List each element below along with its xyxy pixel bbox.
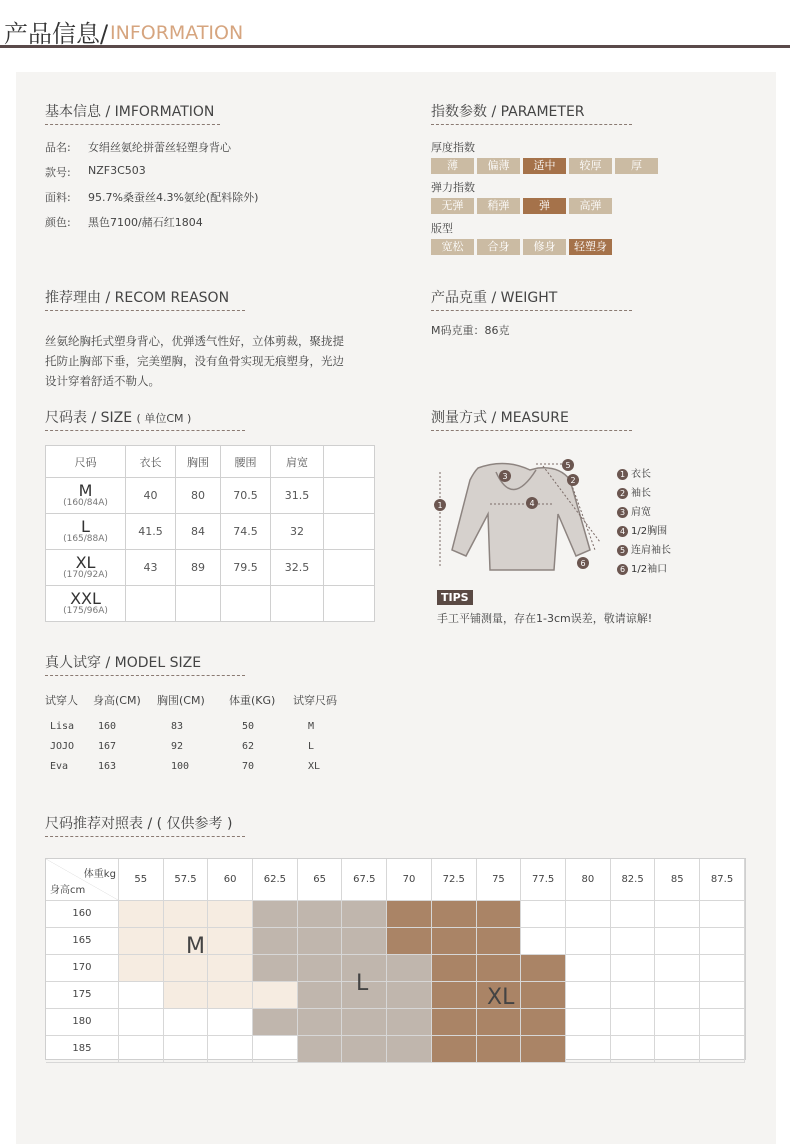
measure-legend-item [617,465,651,480]
recommend-cell [208,981,253,1008]
recommend-header-row [46,859,745,900]
svg-text:6: 6 [580,559,586,568]
basic-value: 黑色7100/赭石红1804 [88,216,203,229]
divider [45,124,220,125]
model-cell: M [308,721,315,732]
recommend-cell [655,900,700,927]
size-row [46,478,375,514]
reason-line: 设计穿着舒适不勒人。 [45,374,160,388]
size-sub: (165/88A) [63,534,108,544]
param-tag: 宽松 [431,239,474,255]
recommend-cell [566,900,611,927]
recommend-cell [118,954,163,981]
height-header: 170 [46,954,118,981]
size-code: XXL [70,589,101,608]
model-cell: Lisa [50,721,75,732]
size-sub: (175/96A) [63,606,108,616]
weight-header: 57.5 [163,859,208,900]
recommend-cell [208,954,253,981]
model-cell: JOJO [50,741,75,752]
recommend-cell [700,1008,745,1035]
height-header: 180 [46,1008,118,1035]
size-unit: ( 单位CM ) [136,412,192,425]
param-tag: 薄 [431,158,474,174]
tips-text: 手工平铺测量，存在1-3cm误差，敬请谅解! [437,612,653,625]
size-code: XL [75,553,96,572]
legend-number: 5 [617,545,628,556]
height-header: 165 [46,927,118,954]
recommend-cell [610,927,655,954]
recommend-cell [163,981,208,1008]
recommend-cell [655,954,700,981]
size-header: 腰围 [221,446,271,478]
weight-header: 72.5 [431,859,476,900]
recommend-cell [342,1035,387,1062]
recommend-cell [566,1035,611,1062]
size-code: L [81,517,90,536]
recommend-cell [118,900,163,927]
recommend-cell [655,981,700,1008]
recommend-cell [253,927,298,954]
recommend-grid [46,859,745,1063]
size-header [324,446,375,478]
model-header: 胸围(CM) [157,694,205,707]
model-cell: 100 [171,761,190,772]
size-value [324,478,375,514]
measure-legend-item [617,484,651,499]
measure-legend-item [617,560,667,575]
svg-text:2: 2 [570,476,576,485]
size-value [324,550,375,586]
size-row [46,550,375,586]
recommend-cell [431,954,476,981]
weight-header: 80 [566,859,611,900]
recommend-cell [476,900,521,927]
recommend-cell [431,981,476,1008]
recommend-cell [163,1035,208,1062]
size-heading-text: 尺码表 / SIZE [45,410,133,426]
svg-text:3: 3 [502,472,508,481]
weight-header: 67.5 [342,859,387,900]
recommend-cell [387,1008,432,1035]
recommend-cell [118,1008,163,1035]
reason-line: 丝氨纶胸托式塑身背心，优弹透气性好，立体剪裁，聚拢提 [45,334,344,348]
legend-text: 衣长 [631,469,651,480]
recommend-cell [655,1035,700,1062]
recommend-cell [431,927,476,954]
size-cell [46,478,126,514]
model-cell: 160 [98,721,117,732]
size-code: M [78,481,93,500]
recommend-cell [118,927,163,954]
recommend-cell [118,981,163,1008]
size-value: 43 [126,550,176,586]
recommend-cell [610,900,655,927]
size-value [271,586,324,622]
recommend-cell [208,927,253,954]
recommend-cell [700,927,745,954]
size-header: 衣长 [126,446,176,478]
size-recommend-table [45,858,746,1060]
recommend-cell [610,1008,655,1035]
basic-heading: 基本信息 / IMFORMATION [45,104,215,120]
size-cell [46,550,126,586]
legend-text: 袖长 [631,488,651,499]
recommend-cell [476,1008,521,1035]
recommend-cell [610,981,655,1008]
legend-number: 3 [617,507,628,518]
recommend-cell [566,1008,611,1035]
reason-line: 托防止胸部下垂，完美塑胸，没有鱼骨实现无痕塑身，光边 [45,354,344,368]
size-value [126,586,176,622]
recommend-cell [297,1035,342,1062]
recommend-cell [566,954,611,981]
recommend-cell [253,1008,298,1035]
size-sub: (160/84A) [63,498,108,508]
height-header: 160 [46,900,118,927]
recommend-cell [431,1035,476,1062]
recommend-cell [476,927,521,954]
size-cell [46,586,126,622]
param-tag: 修身 [523,239,566,255]
recommend-cell [342,900,387,927]
size-heading [45,407,191,427]
recommend-cell [655,1008,700,1035]
model-cell: 163 [98,761,117,772]
param-tag: 适中 [523,158,566,174]
recommend-cell [431,1008,476,1035]
recommend-cell [387,927,432,954]
recommend-row [46,1008,745,1035]
reason-text [45,331,344,391]
corner-cell [46,859,118,900]
recommend-heading: 尺码推荐对照表 / ( 仅供参考 ) [45,816,233,832]
weight-header: 60 [208,859,253,900]
size-value: 89 [176,550,221,586]
model-header: 试穿尺码 [293,694,337,707]
size-value [221,586,271,622]
recommend-cell [476,1035,521,1062]
basic-value: 95.7%桑蚕丝4.3%氨纶(配料除外) [88,191,259,204]
weight-header: 85 [655,859,700,900]
recommend-row [46,954,745,981]
recommend-cell [253,981,298,1008]
weight-header: 62.5 [253,859,298,900]
recommend-cell [387,900,432,927]
recommend-cell [521,981,566,1008]
recommend-cell [700,900,745,927]
param-tag: 合身 [477,239,520,255]
recommend-cell [387,981,432,1008]
recommend-cell [342,1008,387,1035]
size-value: 70.5 [221,478,271,514]
recommend-cell [297,927,342,954]
param-tag: 偏薄 [477,158,520,174]
recommend-cell [297,900,342,927]
model-cell: Eva [50,761,69,772]
recommend-cell [521,1035,566,1062]
divider [45,675,245,676]
model-header: 身高(CM) [93,694,141,707]
recommend-row [46,981,745,1008]
size-value: 84 [176,514,221,550]
size-row [46,586,375,622]
recommend-cell [253,1035,298,1062]
recommend-cell [610,1035,655,1062]
basic-value: 女绢丝氨纶拼蕾丝轻塑身背心 [88,141,231,154]
param-tag: 稍弹 [477,198,520,214]
legend-text: 1/2袖口 [631,564,668,575]
size-value: 31.5 [271,478,324,514]
weight-header: 82.5 [610,859,655,900]
recommend-row [46,927,745,954]
size-row [46,514,375,550]
size-sub: (170/92A) [63,570,108,580]
divider [431,124,632,125]
param-label: 厚度指数 [431,141,475,154]
corner-height: 身高cm [50,884,86,896]
recommend-cell [521,1008,566,1035]
model-cell: 50 [242,721,255,732]
basic-value: NZF3C503 [88,164,146,177]
basic-label: 面料: [45,191,71,204]
recommend-cell [342,927,387,954]
basic-label: 颜色: [45,216,71,229]
measure-legend-item [617,522,667,537]
size-header: 肩宽 [271,446,324,478]
size-value [324,514,375,550]
divider [45,430,245,431]
recommend-cell [431,900,476,927]
size-cell [46,514,126,550]
size-header: 尺码 [46,446,126,478]
recommend-cell [655,927,700,954]
weight-header: 70 [387,859,432,900]
header-title-zh: 产品信息/ [4,20,109,48]
basic-label: 品名: [45,141,71,154]
divider [45,310,245,311]
svg-text:5: 5 [565,461,571,470]
recommend-cell [118,1035,163,1062]
weight-header: 77.5 [521,859,566,900]
recommend-cell [163,1008,208,1035]
recommend-cell [476,954,521,981]
legend-number: 2 [617,488,628,499]
legend-number: 4 [617,526,628,537]
recommend-cell [700,1035,745,1062]
measure-heading: 测量方式 / MEASURE [431,410,569,426]
size-header: 胸围 [176,446,221,478]
legend-number: 6 [617,564,628,575]
svg-text:4: 4 [529,499,535,508]
weight-header: 87.5 [700,859,745,900]
recommend-cell [387,954,432,981]
recommend-cell [521,900,566,927]
model-cell: 167 [98,741,117,752]
param-label: 版型 [431,222,453,235]
model-cell: 83 [171,721,184,732]
recommend-cell [297,1008,342,1035]
recommend-cell [387,1035,432,1062]
legend-text: 肩宽 [631,507,651,518]
size-zone-label: L [356,971,369,996]
recommend-cell [566,981,611,1008]
recommend-cell [163,900,208,927]
size-value: 32.5 [271,550,324,586]
page-header [0,0,790,48]
header-title-en: INFORMATION [110,22,244,44]
recommend-cell [208,1035,253,1062]
model-cell: 92 [171,741,184,752]
recommend-cell [253,954,298,981]
divider [431,310,632,311]
param-tag: 轻塑身 [569,239,612,255]
measure-legend-item [617,503,651,518]
param-tag: 较厚 [569,158,612,174]
legend-text: 1/2胸围 [631,526,668,537]
param-tag: 厚 [615,158,658,174]
divider [431,430,632,431]
size-value [324,586,375,622]
svg-text:1: 1 [437,501,443,510]
size-value: 40 [126,478,176,514]
corner-weight: 体重kg [83,869,116,880]
recommend-cell [208,900,253,927]
recommend-cell [700,981,745,1008]
recommend-cell [297,954,342,981]
divider [45,836,245,837]
param-tag: 弹 [523,198,566,214]
height-header: 185 [46,1035,118,1062]
weight-header: 65 [297,859,342,900]
size-value: 41.5 [126,514,176,550]
recommend-cell [208,1008,253,1035]
recommend-cell [253,900,298,927]
basic-label: 款号: [45,166,71,179]
size-value: 74.5 [221,514,271,550]
legend-text: 连肩袖长 [631,545,671,556]
size-value: 32 [271,514,324,550]
weight-header: 75 [476,859,521,900]
param-tag: 高弹 [569,198,612,214]
recommend-row [46,1035,745,1062]
size-value: 80 [176,478,221,514]
model-cell: L [308,741,315,752]
param-heading: 指数参数 / PARAMETER [431,104,585,120]
garment-diagram [430,452,610,577]
size-zone-label: XL [487,985,515,1010]
height-header: 175 [46,981,118,1008]
model-header: 试穿人 [45,694,78,707]
measure-legend-item [617,541,671,556]
recommend-cell [610,954,655,981]
param-tag: 无弹 [431,198,474,214]
model-header: 体重(KG) [229,694,276,707]
recommend-cell [297,981,342,1008]
reason-heading: 推荐理由 / RECOM REASON [45,290,230,306]
size-value [176,586,221,622]
tips-badge: TIPS [437,590,473,605]
legend-number: 1 [617,469,628,480]
recommend-cell [521,927,566,954]
param-label: 弹力指数 [431,181,475,194]
weight-heading: 产品克重 / WEIGHT [431,290,558,306]
model-cell: 70 [242,761,255,772]
size-zone-label: M [186,934,205,959]
weight-text: M码克重：86克 [431,324,510,337]
size-table [45,445,375,622]
weight-header: 55 [118,859,163,900]
model-cell: 62 [242,741,255,752]
recommend-cell [521,954,566,981]
size-value: 79.5 [221,550,271,586]
recommend-cell [700,954,745,981]
recommend-row [46,900,745,927]
model-heading: 真人试穿 / MODEL SIZE [45,655,202,671]
recommend-cell [566,927,611,954]
model-cell: XL [308,761,321,772]
